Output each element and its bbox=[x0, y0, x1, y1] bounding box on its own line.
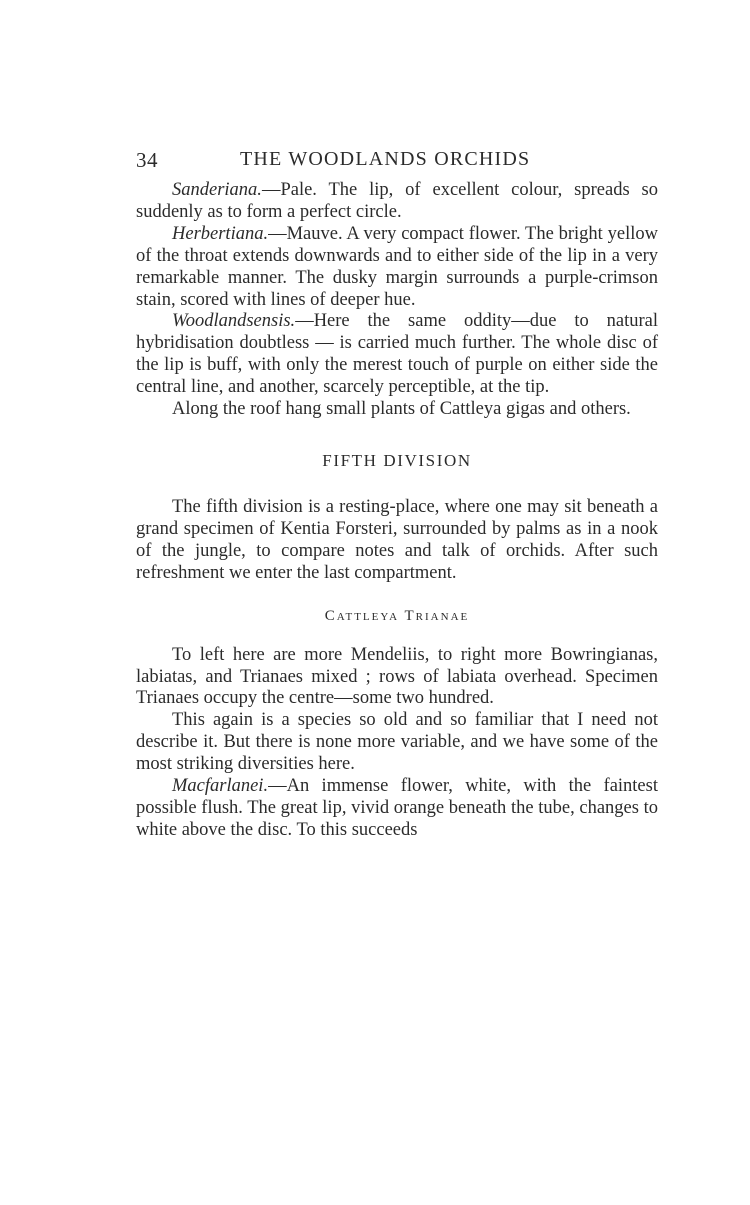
paragraph-sanderiana bbox=[136, 180, 658, 224]
paragraph-text: —Here the same oddity—due to natural hybridisation doubtless — is carried much further. The whole disc of the lip is buff, with only the merest touch of purple on either side the central line, and another, scarcely perceptible, at the tip. bbox=[136, 311, 658, 398]
paragraph-text: The fifth division is a resting-place, where one may sit beneath a grand specimen of Kentia Forsteri, surrounded by palms as in a nook of the jungle, to compare notes and talk of orchids. After such refreshment we enter the last compartment. bbox=[136, 496, 658, 583]
paragraph-fifth-division bbox=[136, 497, 658, 585]
paragraph-text: To left here are more Mendeliis, to right more Bowringianas, labiatas, and Trianaes mixed ; rows of labiata overhead. Specimen Trianaes occupy the centre—some two hundred. bbox=[136, 644, 658, 709]
variety-name: Herbertiana. bbox=[172, 223, 269, 244]
paragraph-woodlandsensis bbox=[136, 311, 658, 399]
paragraph-species-variable bbox=[136, 710, 658, 776]
subsection-heading: Cattleya Trianae bbox=[324, 607, 470, 624]
page-header bbox=[136, 140, 658, 180]
running-title: THE WOODLANDS ORCHIDS bbox=[240, 148, 531, 170]
paragraph-herbertiana bbox=[136, 224, 658, 312]
paragraph-text: —Pale. The lip, of excellent colour, spreads so suddenly as to form a perfect circle. bbox=[136, 180, 658, 222]
section-heading: FIFTH DIVISION bbox=[322, 450, 472, 470]
page-number: 34 bbox=[136, 148, 158, 172]
variety-name: Sanderiana. bbox=[172, 180, 262, 200]
paragraph-macfarlanei bbox=[136, 776, 658, 842]
book-page bbox=[136, 140, 658, 842]
variety-name: Woodlandsensis. bbox=[172, 311, 296, 332]
paragraph-roof-plants bbox=[136, 399, 658, 421]
paragraph-text: —Mauve. A very compact flower. The bright yellow of the throat extends downwards and to either side of the lip in a very remarkable manner. The dusky margin surrounds a purple-crimson stain, scored with lines of deeper hue. bbox=[136, 223, 658, 310]
paragraph-text: Along the roof hang small plants of Cattleya gigas and others. bbox=[172, 399, 631, 420]
paragraph-text: —An immense flower, white, with the faintest possible flush. The great lip, vivid orange beneath the tube, changes to white above the disc. To this succeeds bbox=[136, 776, 658, 840]
paragraph-text: This again is a species so old and so familiar that I need not describe it. But there is none more variable, and we have some of the most striking diversities here. bbox=[136, 710, 658, 775]
variety-name: Macfarlanei. bbox=[172, 776, 269, 797]
paragraph-mendeliis bbox=[136, 645, 658, 711]
